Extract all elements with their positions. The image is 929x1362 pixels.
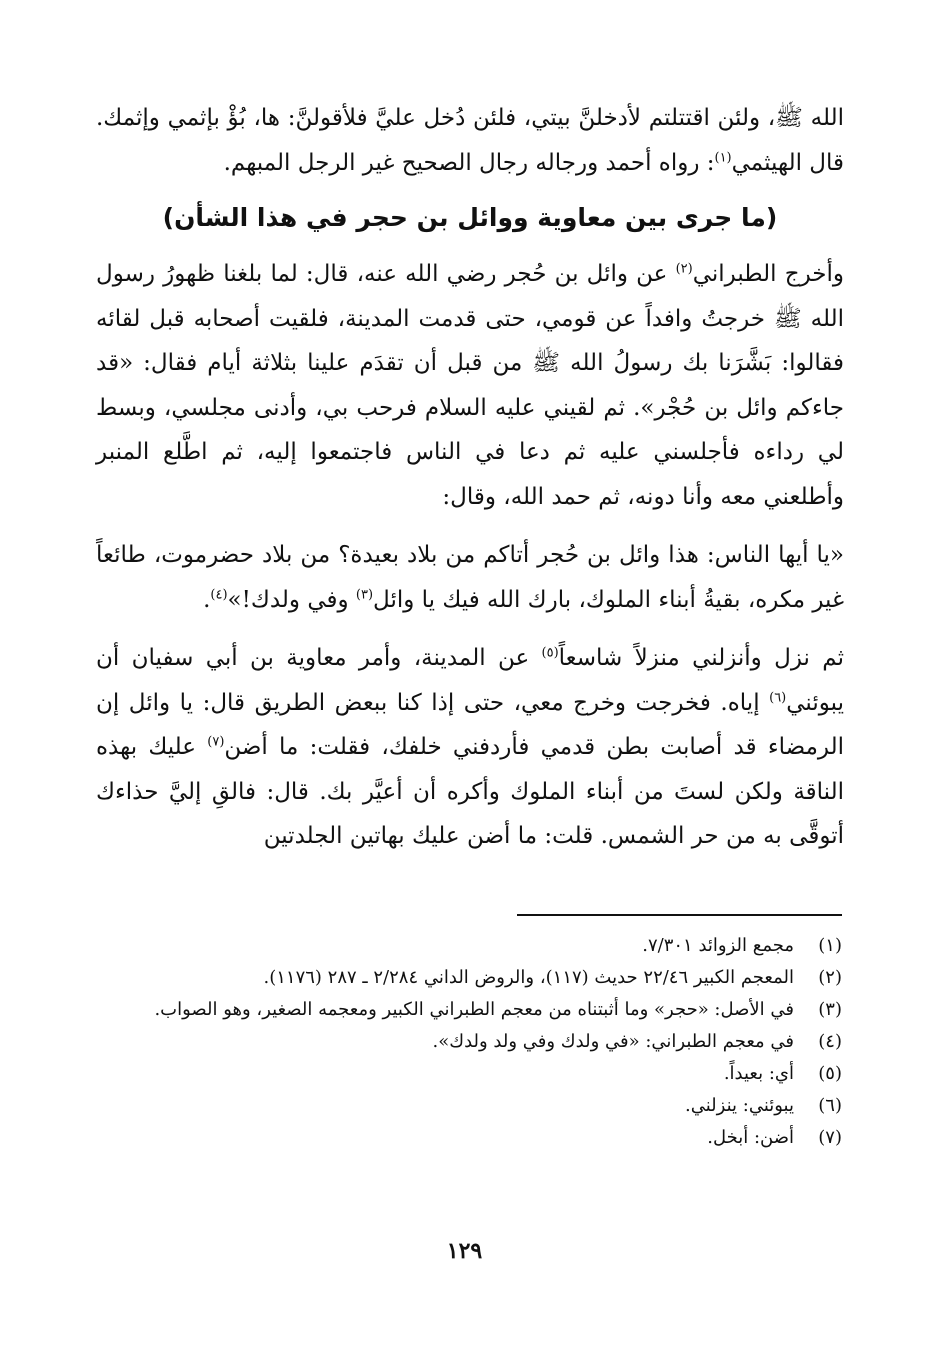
footnote-text: أضن: أبخل. <box>707 1127 794 1148</box>
footnote-number: (٧) <box>818 1127 842 1148</box>
footnote-text: يبوئني: ينزلني. <box>685 1095 794 1116</box>
text-run: «يا أيها الناس: هذا وائل بن حُجر أتاكم من بلاد بعيدة؟ من بلاد حضرموت، طائعاً غير مكره، بقيةُ أبناء الملوك، بارك الله فيك يا وائل <box>96 542 844 613</box>
text-run: إياه. فخرجت وخرج معي، حتى إذا كنا ببعض الطريق قال: يا وائل إن الرمضاء قد أصابت بطن قدمي فأردفني خلفك، فقلت: ما أضن <box>96 689 844 760</box>
text-run: وإثمك. قال الهيثمي <box>96 105 844 176</box>
footnote-number: (٢) <box>818 967 842 988</box>
text-run: : رواه أحمد ورجاله رجال الصحيح غير الرجل المبهم. <box>223 149 715 176</box>
footnote-number: (٦) <box>818 1095 842 1116</box>
footnote-text: أي: بعيداً. <box>723 1063 794 1084</box>
footnote-item <box>120 962 842 994</box>
footnote-item <box>120 1026 842 1058</box>
footnote-divider <box>517 914 842 916</box>
text-run: عليك بهذه الناقة ولكن لستَ من أبناء الملوك وأكره أن أعيَّر بك. قال: فالقِ إليَّ حذاءك أتوقَّى به من حر الشمس. قلت: ما أضن عليك بهاتين الجلدتين <box>96 734 844 849</box>
text-line: الله ﷺ، ولئن اقتتلتم لأدخلنَّ بيتي، فلئن دُخل عليَّ فلأقولنَّ: ها، بُؤْ بإثمي <box>167 105 844 131</box>
text-run: . <box>203 586 211 613</box>
footnote-ref: (٤) <box>210 586 228 602</box>
footnote-ref: (٧) <box>207 734 225 750</box>
footnote-ref: (٣) <box>355 586 374 602</box>
footnote-item <box>120 930 842 962</box>
quote-paragraph <box>96 533 844 622</box>
text-run: عن وائل بن حُجر رضي الله عنه، قال: لما بلغنا ظهورُ رسول الله ﷺ خرجتُ وافداً عن قومي، حتى قدمت المدينة، فلقيت أصحابه قبل لقائه فقالوا: بَشَّرَنا بك رسولُ الله ﷺ من قبل أن تقدَم علينا بثلاثة أيام فقال: «قد جاءكم وائل بن حُجْر». ثم لقيني عليه السلام فرحب بي، وأدنى مجلسي، وبسط لي رداءه فأجلسني عليه ثم دعا في الناس فاجتمعوا إليه، ثم اطَّلع المنبر وأطلعني معه وأنا دونه، ثم حمد الله، وقال: <box>96 261 844 510</box>
text-run: عن المدينة، وأمر معاوية بن أبي سفيان أن يبوئني <box>96 645 844 716</box>
footnotes <box>120 930 842 1154</box>
footnote-ref: (٦) <box>769 689 787 705</box>
top-paragraph <box>96 96 844 185</box>
page-number: ١٢٩ <box>446 1238 483 1264</box>
footnote-text: في معجم الطبراني: «في ولدك وفي ولد ولدك». <box>432 1031 794 1052</box>
main-text <box>96 252 844 859</box>
paragraph-1 <box>96 252 844 519</box>
text-run: وأخرج الطبراني <box>692 261 845 287</box>
footnote-number: (٥) <box>818 1063 842 1084</box>
footnote-ref: (٢) <box>675 261 693 277</box>
footnote-text: المعجم الكبير ٢٢/٤٦ حديث (١١٧)، والروض الداني ٢/٢٨٤ ـ ٢٨٧ (١١٧٦). <box>263 967 794 988</box>
footnote-number: (٣) <box>818 999 842 1020</box>
paragraph-2 <box>96 636 844 859</box>
section-heading: (ما جرى بين معاوية ووائل بن حجر في هذا الشأن) <box>162 203 778 232</box>
footnote-ref: (١) <box>714 149 732 165</box>
text-run: وفي ولدك!» <box>227 586 356 613</box>
footnote-ref: (٥) <box>541 645 559 661</box>
footnote-item <box>120 1058 842 1090</box>
footnote-number: (٤) <box>818 1031 842 1052</box>
footnote-number: (١) <box>818 935 842 956</box>
footnote-item <box>120 994 842 1026</box>
footnote-item <box>120 1122 842 1154</box>
footnote-text: في الأصل: «حجر» وما أثبتناه من معجم الطبراني الكبير ومعجمه الصغير، وهو الصواب. <box>154 999 794 1020</box>
text-run: ثم نزل وأنزلني منزلاً شاسعاً <box>558 645 844 671</box>
footnote-item <box>120 1090 842 1122</box>
footnote-text: مجمع الزوائد ٧/٣٠١. <box>642 935 794 956</box>
